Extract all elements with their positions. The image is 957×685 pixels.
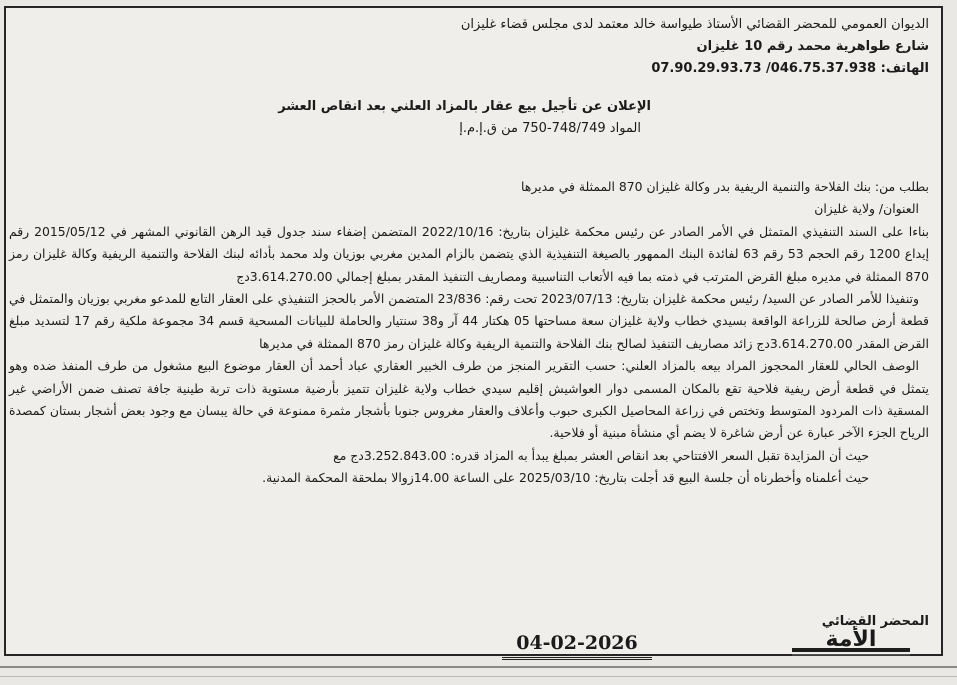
notice-title-main: الإعلان عن تأجيل بيع عقار بالمزاد العلني بعد انقاص العشر	[278, 99, 651, 114]
page-divider-secondary	[0, 676, 957, 677]
paragraph-enforcement-title: بناءا على السند التنفيذي المتمثل في الأمر الصادر عن رئيس محكمة غليزان بتاريخ: 2022/10/16 المتضمن إضفاء سند جدول قيد الرهن القانوني المشهر في 2015/05/12 رقم إيداع 1200 رقم الحجم 53 رقم 63 لفائدة البنك الممهور بالصيغة التنفيذية الذي يتضمن بالزام المدين مغربي بوزيان ولد محمد بأدائه لبنك الفلاحة والتنمية الريفية وكالة غليزان رمز 870 الممثلة في مديره مبلغ القرض المترتب في ذمته بما فيه الأتعاب التناسبية ومصاريف التنفيذ المقدر بمبلغ إجمالي 3.614.270.00دج	[9, 223, 930, 284]
bailiff-office-line: الديوان العمومي للمحضر القضائي الأستاذ طيواسة خالد معتمد لدى مجلس قضاء غليزان	[460, 17, 929, 32]
paragraph-property-description: الوصف الحالي للعقار المحجوز المراد بيعه بالمزاد العلني: حسب التقرير المنجز من طرف الخبير العقاري عباد أحمد أن العقار موضوع البيع مشغول من طرف المنفذ ضده وهو يتمثل في قطعة أرض ريفية فلاحية تقع بالمكان المسمى دوار العواشيش إقليم سيدي خطاب ولاية غليزان تتميز بأرضية مستوية ذات تربة طينية جافة تصنف ضمن الأراضي غير المسقية ذات المردود المتوسط وتختص في زراعة المحاصيل الكبرى حبوب وأعلاف والعقار مغروس جنوبا بأشجار مثمرة ممنوعة في حالة يبسان مع وجود بعض أشجار بستان كمصدة الرياح الجزء الآخر عبارة عن أرض شاغرة لا يضم أي منشأة مبنية أو فلاحية.	[9, 358, 929, 441]
page-divider	[0, 666, 957, 668]
bailiff-address-line: شارع طواهرية محمد رقم 10 غليزان	[696, 39, 929, 54]
paragraph-hearing-date: حيث أعلمناه وأخطرناه أن جلسة البيع قد أجلت بتاريخ: 2025/03/10 على الساعة 14.00زوالا بملحقة المحكمة المدنية.	[262, 470, 869, 486]
publication-date: 04-02-2026	[502, 629, 652, 660]
legal-notice	[4, 6, 943, 656]
notice-articles: المواد 748/749-750 من ق.إ.م.إ	[459, 121, 641, 136]
notice-title	[171, 96, 651, 140]
newspaper-logo-text: الأمة	[825, 627, 877, 652]
newspaper-logo	[792, 626, 910, 658]
address-line: العنوان/ ولاية غليزان	[814, 201, 919, 217]
phone-line	[29, 58, 929, 80]
paragraph-seizure-order: وتنفيذا للأمر الصادر عن السيد/ رئيس محكمة غليزان بتاريخ: 2023/07/13 تحت رقم: 23/836 المتضمن الأمر بالحجز التنفيذي على العقار التابع للمدعو مغربي بوزيان والمتمثل في قطعة أرض صالحة للزراعة الواقعة بسيدي خطاب ولاية غليزان سعة مساحتها 05 هكتار 44 آر و38 سنتيار والحاملة للبيانات المسحية قسم 34 مجموعة ملكية رقم 17 لتسديد مبلغ القرض المقدر 3.614.270.00دج زائد مصاريف التنفيذ لصالح بنك الفلاحة والتنمية الريفية وكالة غليزان رمز 870 الممثلة في مديرها	[9, 291, 929, 351]
paragraph-opening-price: حيث أن المزايدة تقبل السعر الافتتاحي بعد انقاص العشر بمبلغ يبدأ به المزاد قدره: 3.252.843.00دج مع	[333, 447, 869, 463]
bailiff-signature-label: المحضر القضائي	[821, 614, 929, 629]
notice-body	[9, 176, 929, 490]
requester-line: بطلب من: بنك الفلاحة والتنمية الريفية بدر وكالة غليزان 870 الممثلة في مديرها	[521, 179, 929, 194]
phone-label: الهاتف:	[880, 61, 929, 76]
phone-numbers: 07.90.29.93.73 /046.75.37.938	[651, 61, 877, 76]
bailiff-header	[29, 14, 929, 80]
